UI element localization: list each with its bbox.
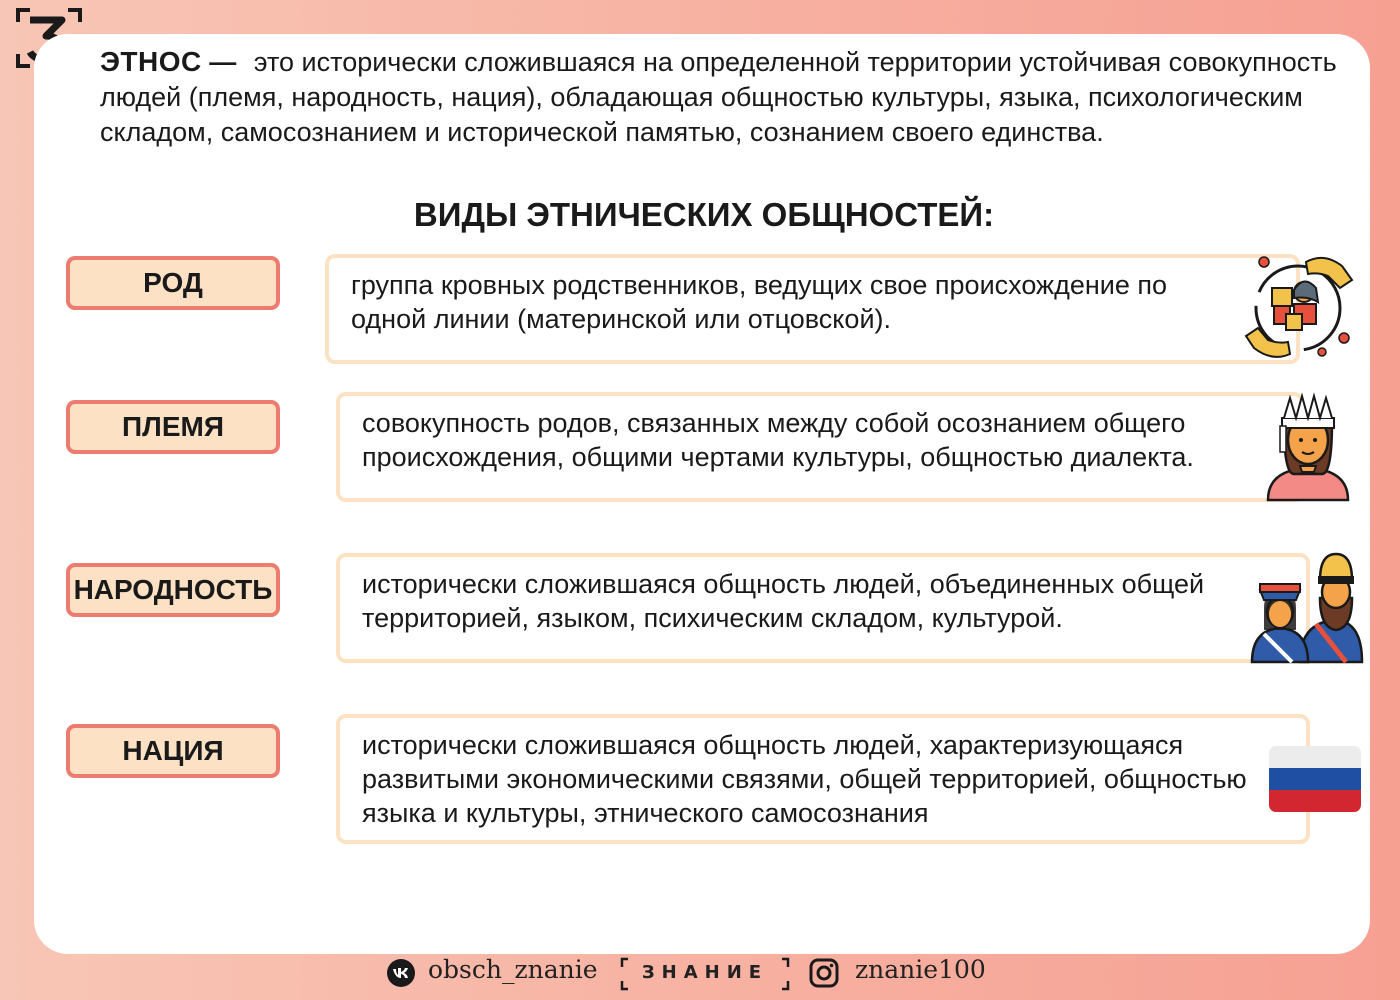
definition-text-plemya: совокупность родов, связанных между собой осознанием общего происхождения, общими чертами культуры, общностью диалекта. bbox=[362, 408, 1194, 472]
term-dash: — bbox=[209, 47, 237, 77]
vk-handle[interactable]: obsch_znanie bbox=[428, 955, 598, 984]
definition-text-rod: группа кровных родственников, ведущих свое происхождение по одной линии (материнской или отцовской). bbox=[351, 270, 1168, 334]
definition-text-natsiya: исторически сложившаяся общность людей, характеризующаяся развитыми экономическими связями, общей территорией, общностью языка и культуры, этнического самосознания bbox=[362, 730, 1247, 828]
family-hands-icon bbox=[1244, 252, 1356, 369]
instagram-handle[interactable]: znanie100 bbox=[855, 955, 986, 984]
footer bbox=[0, 955, 1400, 995]
brand-text: ЗНАНИЕ bbox=[641, 962, 769, 983]
section-heading: ВИДЫ ЭТНИЧЕСКИХ ОБЩНОСТЕЙ: bbox=[413, 196, 995, 233]
definition-box-natsiya bbox=[336, 714, 1310, 844]
label-natsiya: НАЦИЯ bbox=[66, 724, 280, 778]
vk-icon bbox=[386, 958, 416, 994]
definition-box-narodnost bbox=[336, 553, 1310, 663]
tribal-person-icon bbox=[1264, 392, 1352, 509]
definition-box-plemya bbox=[336, 392, 1304, 502]
label-narodnost: НАРОДНОСТЬ bbox=[66, 563, 280, 617]
intro-paragraph bbox=[100, 44, 1350, 150]
term-ethnos: ЭТНОС bbox=[100, 46, 202, 77]
russia-flag-icon bbox=[1269, 746, 1361, 817]
instagram-icon bbox=[808, 957, 840, 995]
label-rod: РОД bbox=[66, 256, 280, 310]
ethnos-definition: это исторически сложившаяся на определенной территории устойчивая совокупность людей (племя, народность, нация), обладающая общностью культуры, языка, психологическим складом, самосознанием и исторической памятью, сознанием своего единства. bbox=[100, 47, 1337, 147]
definition-box-rod bbox=[325, 254, 1300, 364]
definition-text-narodnost: исторически сложившаяся общность людей, объединенных общей территорией, языком, психическим складом, культурой. bbox=[362, 569, 1205, 633]
brand-logo bbox=[620, 957, 790, 991]
label-plemya: ПЛЕМЯ bbox=[66, 400, 280, 454]
people-in-costume-icon bbox=[1250, 550, 1364, 669]
